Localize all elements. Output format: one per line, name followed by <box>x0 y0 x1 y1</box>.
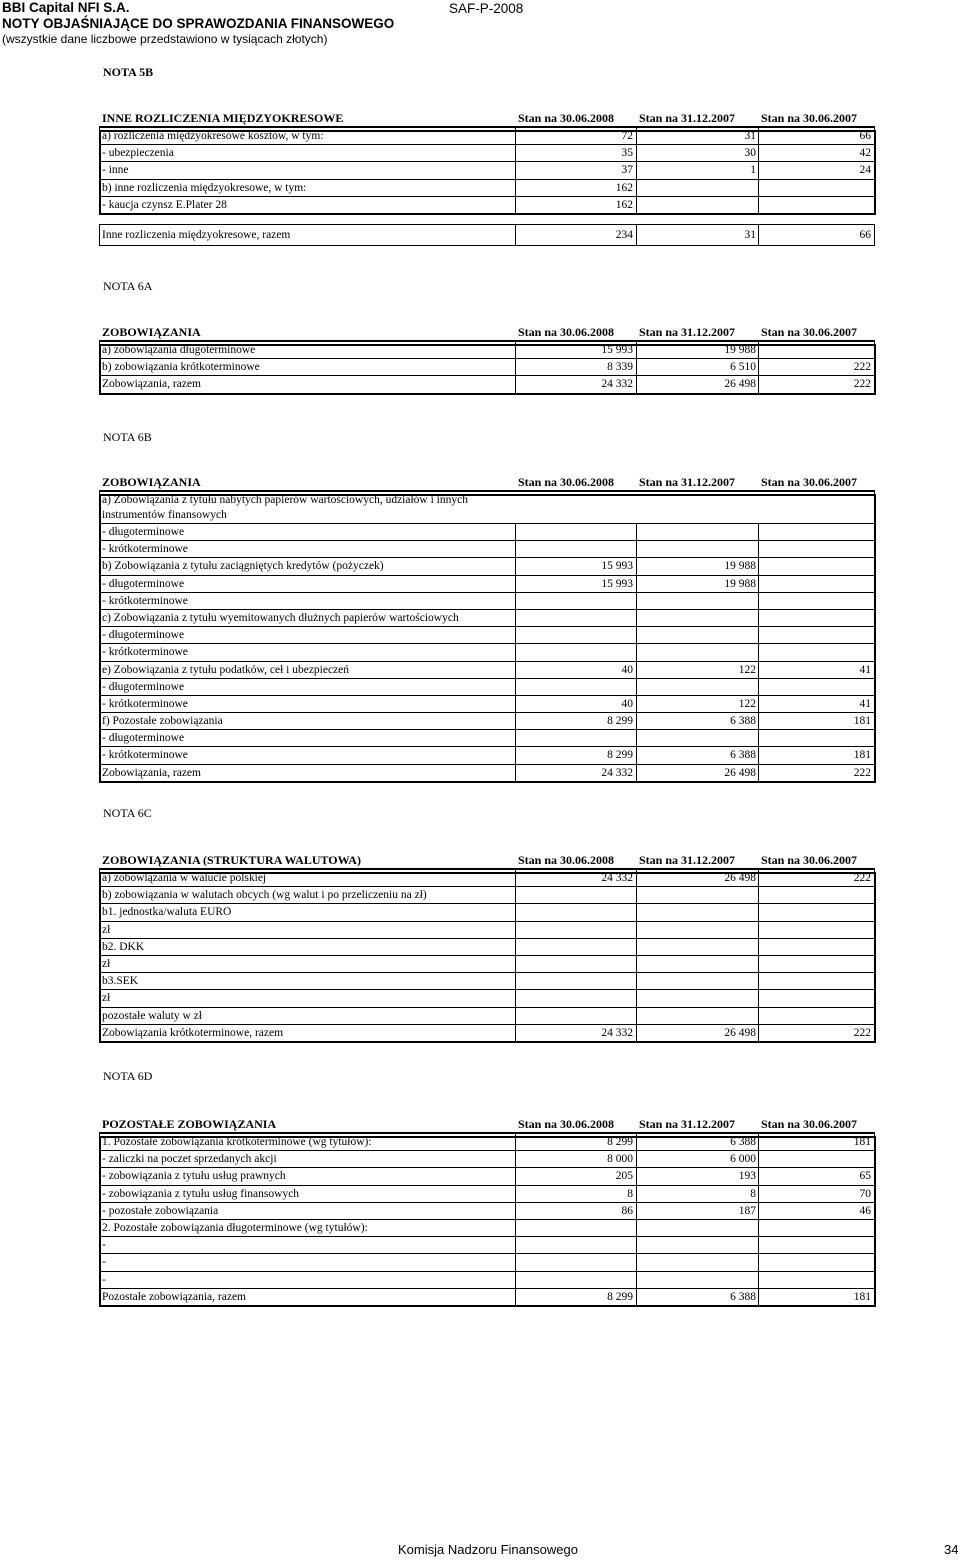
row-label: - krótkoterminowe <box>102 697 188 710</box>
total-value-3: 66 <box>859 229 871 241</box>
table-header <box>99 850 875 870</box>
value-col-2: 6 000 <box>730 1153 756 1166</box>
table-title: ZOBOWIĄZANIA <box>102 475 201 489</box>
value-col-3: 70 <box>859 1187 871 1200</box>
total-row <box>99 224 875 246</box>
col-header-2: Stan na 31.12.2007 <box>639 475 736 489</box>
row-label: a) zobowiązania długoterminowe <box>102 344 256 356</box>
value-col-3: 222 <box>853 872 871 884</box>
table-border <box>99 1136 876 1307</box>
value-col-1: 15 993 <box>601 344 633 356</box>
col-header-1: Stan na 30.06.2008 <box>518 111 615 125</box>
value-col-2: 122 <box>738 663 756 676</box>
value-col-2: 26 498 <box>724 872 756 884</box>
row-label: b) zobowiązania w walutach obcych (wg walut i po przeliczeniu na zł) <box>102 889 427 902</box>
value-col-1: 162 <box>615 198 633 211</box>
row-label: - kaucja czynsz E.Plater 28 <box>102 198 227 211</box>
value-col-1: 37 <box>621 164 633 177</box>
row-label: - inne <box>102 164 129 177</box>
value-col-3: 46 <box>859 1204 871 1217</box>
value-col-1: 86 <box>621 1204 633 1217</box>
value-col-1: 8 299 <box>607 749 633 762</box>
value-col-3: 181 <box>853 715 871 728</box>
value-col-3: 222 <box>853 766 871 779</box>
row-label: - <box>102 1256 106 1269</box>
value-col-2: 26 498 <box>724 1026 756 1039</box>
table-header <box>99 322 875 342</box>
table-border <box>99 130 876 215</box>
row-label: Pozostałe zobowiązania, razem <box>102 1290 247 1303</box>
value-col-1: 8 000 <box>607 1153 633 1166</box>
document-subtitle: (wszystkie dane liczbowe przedstawiono w tysiącach złotych) <box>2 32 328 46</box>
nota-6a-label: NOTA 6A <box>103 279 153 293</box>
value-col-3: 222 <box>853 1026 871 1039</box>
value-col-2: 26 498 <box>724 378 756 391</box>
row-label: 1. Pozostałe zobowiązania krótkoterminowe (wg tytułów): <box>102 1136 372 1148</box>
value-col-3: 41 <box>859 663 871 676</box>
value-col-1: 24 332 <box>601 872 633 884</box>
value-col-1: 40 <box>621 697 633 710</box>
row-label: b) inne rozliczenia międzyokresowe, w tym: <box>102 181 307 194</box>
value-col-2: 26 498 <box>724 766 756 779</box>
row-label: pozostałe waluty w zł <box>102 1009 202 1022</box>
nota-6c-label: NOTA 6C <box>103 806 152 820</box>
row-label: Zobowiązania, razem <box>102 378 201 391</box>
table-title: ZOBOWIĄZANIA <box>102 325 201 339</box>
row-label: - długoterminowe <box>102 526 185 538</box>
row-label: - zobowiązania z tytułu usług prawnych <box>102 1170 286 1183</box>
value-col-1: 24 332 <box>601 378 633 391</box>
value-col-2: 19 988 <box>724 344 756 356</box>
table-border <box>99 872 876 1043</box>
footer-authority: Komisja Nadzoru Finansowego <box>398 1542 578 1557</box>
nota-6b-label: NOTA 6B <box>103 430 152 444</box>
row-label: - <box>102 1239 106 1252</box>
row-label: - krótkoterminowe <box>102 749 188 762</box>
table-header <box>99 472 875 492</box>
value-col-1: 8 299 <box>607 715 633 728</box>
value-col-1: 162 <box>615 181 633 194</box>
company-name: BBI Capital NFI S.A. <box>2 0 130 15</box>
value-col-3: 41 <box>859 697 871 710</box>
table-border <box>99 494 876 783</box>
row-label: - długoterminowe <box>102 577 185 590</box>
value-col-1: 72 <box>621 130 633 142</box>
row-label: Zobowiązania krótkoterminowe, razem <box>102 1026 284 1039</box>
row-label: - <box>102 1273 106 1286</box>
value-col-2: 8 <box>750 1187 756 1200</box>
row-label: - zobowiązania z tytułu usług finansowych <box>102 1187 300 1200</box>
col-header-3: Stan na 30.06.2007 <box>761 1117 858 1131</box>
value-col-2: 1 <box>750 164 756 177</box>
value-col-1: 15 993 <box>601 577 633 590</box>
value-col-2: 6 388 <box>730 1136 756 1148</box>
row-label: - krótkoterminowe <box>102 594 188 607</box>
row-label: b2. DKK <box>102 940 145 953</box>
col-header-1: Stan na 30.06.2008 <box>518 475 615 489</box>
row-label: instrumentów finansowych <box>102 509 227 521</box>
row-label: zł <box>102 923 111 936</box>
row-label: a) Zobowiązania z tytułu nabytych papierów wartościowych, udziałów i innych <box>102 494 468 506</box>
value-col-3: 222 <box>853 361 871 374</box>
total-value-2: 31 <box>744 229 756 241</box>
value-col-2: 30 <box>744 147 756 160</box>
row-label: b) Zobowiązania z tytułu zaciągniętych kredytów (pożyczek) <box>102 560 384 573</box>
table-header <box>99 108 875 128</box>
value-col-1: 24 332 <box>601 1026 633 1039</box>
row-label: b1. jednostka/waluta EURO <box>102 906 232 919</box>
value-col-1: 8 339 <box>607 361 633 374</box>
value-col-1: 205 <box>615 1170 633 1183</box>
col-header-3: Stan na 30.06.2007 <box>761 325 858 339</box>
row-label: zł <box>102 992 111 1005</box>
value-col-1: 8 299 <box>607 1136 633 1148</box>
nota-5b-label: NOTA 5B <box>103 65 154 79</box>
value-col-2: 31 <box>744 130 756 142</box>
table-title: POZOSTAŁE ZOBOWIĄZANIA <box>102 1117 277 1131</box>
col-header-1: Stan na 30.06.2008 <box>518 853 615 867</box>
table-border <box>99 344 876 395</box>
page-number: 34 <box>944 1542 959 1557</box>
value-col-1: 8 299 <box>607 1290 633 1303</box>
value-col-3: 181 <box>853 749 871 762</box>
col-header-2: Stan na 31.12.2007 <box>639 111 736 125</box>
row-label: e) Zobowiązania z tytułu podatków, ceł i ubezpieczeń <box>102 663 350 676</box>
col-header-2: Stan na 31.12.2007 <box>639 1117 736 1131</box>
row-label: b) zobowiązania krótkoterminowe <box>102 361 260 374</box>
row-label: c) Zobowiązania z tytułu wyemitowanych dłużnych papierów wartościowych <box>102 611 459 624</box>
row-label: a) rozliczenia międzyokresowe kosztów, w tym: <box>102 130 324 142</box>
row-label: - długoterminowe <box>102 732 185 745</box>
value-col-2: 187 <box>738 1204 756 1217</box>
value-col-2: 193 <box>738 1170 756 1183</box>
row-label: zł <box>102 957 111 970</box>
value-col-1: 8 <box>627 1187 633 1200</box>
row-label: Zobowiązania, razem <box>102 766 201 779</box>
row-label: - krótkoterminowe <box>102 543 188 556</box>
value-col-3: 66 <box>859 130 871 142</box>
value-col-3: 181 <box>853 1136 871 1148</box>
col-header-1: Stan na 30.06.2008 <box>518 1117 615 1131</box>
row-label: - zaliczki na poczet sprzedanych akcji <box>102 1153 277 1166</box>
document-title: NOTY OBJAŚNIAJĄCE DO SPRAWOZDANIA FINANSOWEGO <box>2 16 395 31</box>
col-header-2: Stan na 31.12.2007 <box>639 325 736 339</box>
value-col-3: 181 <box>853 1290 871 1303</box>
value-col-3: 24 <box>859 164 871 177</box>
nota-5b-total-table <box>99 224 875 246</box>
table-title: ZOBOWIĄZANIA (STRUKTURA WALUTOWA) <box>102 853 361 867</box>
value-col-2: 19 988 <box>724 577 756 590</box>
row-label: - krótkoterminowe <box>102 646 188 659</box>
row-label: - pozostałe zobowiązania <box>102 1204 219 1217</box>
value-col-3: 65 <box>859 1170 871 1183</box>
value-col-2: 6 388 <box>730 1290 756 1303</box>
value-col-1: 40 <box>621 663 633 676</box>
table-header <box>99 1114 875 1134</box>
value-col-2: 6 388 <box>730 715 756 728</box>
table-title: INNE ROZLICZENIA MIĘDZYOKRESOWE <box>102 111 344 125</box>
value-col-2: 19 988 <box>724 560 756 573</box>
col-header-3: Stan na 30.06.2007 <box>761 475 858 489</box>
nota-6d-label: NOTA 6D <box>103 1069 153 1083</box>
value-col-3: 42 <box>859 147 871 160</box>
row-label: - długoterminowe <box>102 680 185 693</box>
total-value-1: 234 <box>615 229 633 241</box>
col-header-2: Stan na 31.12.2007 <box>639 853 736 867</box>
col-header-3: Stan na 30.06.2007 <box>761 111 858 125</box>
value-col-1: 15 993 <box>601 560 633 573</box>
value-col-2: 6 510 <box>730 361 756 374</box>
value-col-1: 24 332 <box>601 766 633 779</box>
row-label: f) Pozostałe zobowiązania <box>102 715 223 728</box>
value-col-3: 222 <box>853 378 871 391</box>
col-header-1: Stan na 30.06.2008 <box>518 325 615 339</box>
value-col-2: 122 <box>738 697 756 710</box>
row-label: b3.SEK <box>102 975 139 988</box>
row-label: a) zobowiązania w walucie polskiej <box>102 872 267 884</box>
total-label: Inne rozliczenia międzyokresowe, razem <box>102 229 291 241</box>
value-col-2: 6 388 <box>730 749 756 762</box>
row-label: 2. Pozostałe zobowiązania długoterminowe (wg tytułów): <box>102 1221 368 1234</box>
row-label: - długoterminowe <box>102 629 185 642</box>
row-label: - ubezpieczenia <box>102 147 174 160</box>
col-header-3: Stan na 30.06.2007 <box>761 853 858 867</box>
report-code: SAF-P-2008 <box>449 1 524 16</box>
value-col-1: 35 <box>621 147 633 160</box>
